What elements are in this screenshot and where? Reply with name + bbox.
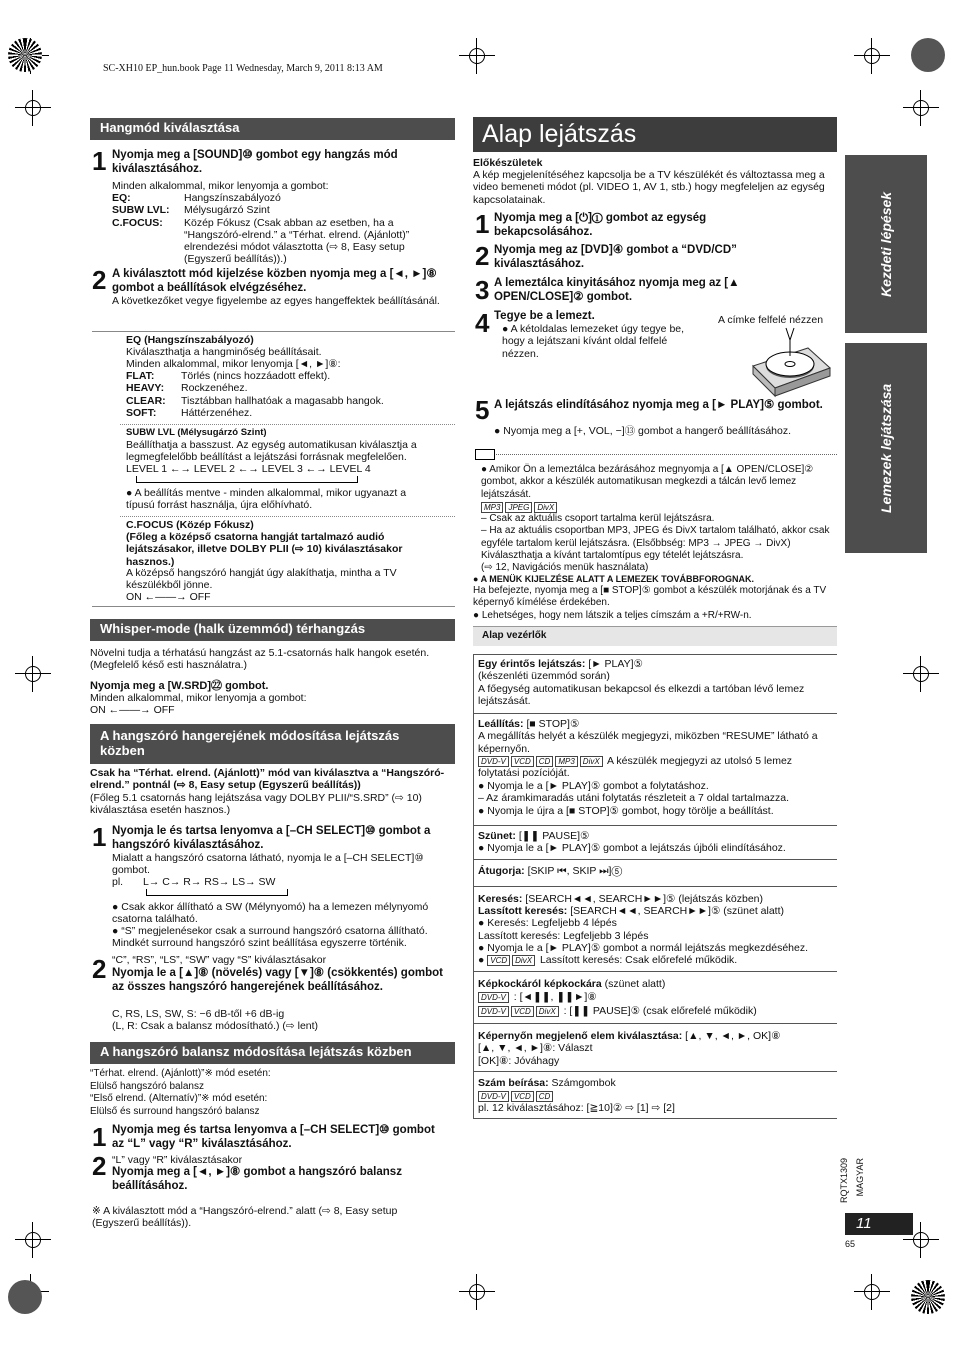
- step-text: Nyomja le a [▲]⑧ (növelés) vagy [▼]⑧ (csökkentés) gombot az összes hangszóró hangerejének beállításához.: [112, 967, 443, 993]
- body-text: Mialatt a hangszóró csatorna látható, nyomja le a [–CH SELECT]⑩ gombot.: [112, 852, 424, 877]
- eq-key: SOFT:: [126, 406, 157, 419]
- seq: L→ C→ R→ RS→ LS→ SW: [143, 876, 276, 888]
- section-title-volume: A hangszóró hangerejének módosítása lejátszás közben: [90, 724, 455, 764]
- body-text: Minden alkalommal, mikor lenyomja a gombot:: [112, 180, 329, 192]
- mode-value: Közép Fókusz (Csak abban az esetben, ha a “Hangszóró-elrend.” a “Térhat. elrend. (Ajánlott)” elrendezési módot választotta (⇨ 8, Easy setup (Egyszerű beállítás)).): [184, 216, 410, 266]
- control-frame-l1: [478, 991, 597, 1003]
- step-number: 1: [92, 822, 107, 852]
- prep-body: A kép megjelenítéséhez kapcsolja be a TV készülékét és változtassa meg a video bemeneti módot (pl. VIDEO 1, AV 1, stb.) hogy megfeleljen az egység kapcsolatainak.: [473, 169, 825, 206]
- registration-mark-icon: [21, 1228, 45, 1252]
- controls-row: [473, 1118, 837, 1119]
- control-body: : [◄❚❚, ❚❚►]⑧: [510, 991, 597, 1003]
- control-body: [► PLAY]⑤ (készenléti üzemmód során) A főegység automatikusan bekapcsol és elkezdi a tartóban lévő lemez lejátszását.: [478, 658, 805, 707]
- section-title-sound-mode: Hangmód kiválasztása: [90, 118, 455, 140]
- eq-key: CLEAR:: [126, 394, 166, 407]
- step-text: Nyomja meg és tartsa lenyomva a [–CH SELECT]⑩ gombot az “L” vagy “R” kiválasztásához.: [112, 1124, 435, 1150]
- body-text: A következőket vegye figyelembe az egyes hangeffektek beállításánál.: [112, 295, 440, 307]
- registration-mark-icon: [909, 96, 933, 120]
- step-text: A lejátszás elindításához nyomja meg a [► PLAY]⑤ gombot.: [494, 399, 823, 411]
- step-text: Nyomja meg az [DVD]④ gombot a “DVD/CD” kiválasztásához.: [494, 244, 737, 270]
- registration-mark-icon: [465, 44, 489, 68]
- note: ● Amikor Ön a lemeztálca bezárásához megnyomja a [▲ OPEN/CLOSE]② gombot, akkor a készülék automatikusan megkezdi a tálcán levő lemez lejátszását.: [481, 464, 814, 500]
- format-tag: DivX: [580, 756, 603, 767]
- intro: (Főleg 5.1 csatornás hang lejátszása vagy DOLBY PLII/“S.SRD” (⇨ 10) kiválasztása esetén hasznos.): [90, 792, 422, 817]
- side-tab-disc-playback: Lemezek lejátszása: [845, 343, 927, 553]
- cfocus-bold: (Főleg a középső csatorna hangját tartalmazó audió lejátszásakor, illetve DOLBY PLII (⇨ 10) kiválasztásakor hasznos.): [126, 531, 403, 568]
- format-tag: CD: [536, 756, 554, 767]
- disc-label: A címke felfelé nézzen: [718, 314, 824, 326]
- controls-title: Alap vezérlők: [482, 630, 547, 641]
- onoff: ON ←——→ OFF: [90, 704, 175, 716]
- controls-left-border: [473, 654, 474, 1118]
- mode-list: [112, 192, 452, 266]
- control-body: [▲, ▼, ◄, ►, OK]⑧ [▲, ▼, ◄, ►]⑧: Választ [OK]⑧: Jóváhagy: [478, 1030, 781, 1067]
- mode-value: Hangszínszabályozó: [184, 192, 281, 204]
- prep-title: Előkészületek: [473, 157, 543, 169]
- control-frame-l2: [478, 1005, 757, 1017]
- format-tag: MP3: [481, 502, 503, 513]
- body-text: ● Nyomja meg a [+, VOL, −]⑬ gombot a hangerő beállításához.: [494, 425, 792, 437]
- registration-mark-icon: [21, 662, 45, 686]
- step-text: Nyomja le és tartsa lenyomva a [–CH SELECT]⑩ gombot a hangszóró kiválasztásához.: [112, 825, 431, 851]
- section-title-balance: A hangszóró balansz módosítása lejátszás közben: [90, 1042, 455, 1064]
- step-number: 2: [92, 265, 107, 295]
- subw-levels: LEVEL 1 ←→ LEVEL 2 ←→ LEVEL 3 ←→ LEVEL 4: [126, 463, 371, 475]
- step-number: 2: [92, 954, 107, 984]
- bullet: ● Csak akkor állítható a SW (Mélynyomó) ha a lemezen mélynyomó csatorna található.: [112, 901, 429, 926]
- mode-key: EQ:: [112, 192, 131, 204]
- control-title: Képernyőn megjelenő elem kiválasztása:: [478, 1030, 683, 1042]
- note-rule: [496, 454, 837, 455]
- control-body: [■ STOP]⑤ A megállítás helyét a készülék megjegyzi, miközben “RESUME” látható a képernyőn.: [478, 718, 818, 755]
- note: – Csak az aktuális csoport tartalma kerül lejátszásra. – Ha az aktuális csoportban MP3, JPEG és DivX tartalom található, akkor csak egyféle tartalom kerül lejátszásra. (Elsőbbség: MP3 → JPEG → DivX) Kiválaszthatja a kívánt tartalomtípus egy tételét lejátszásra. (⇨ 12, Navigációs menük használata): [481, 513, 830, 574]
- cycle-arrow: [136, 476, 358, 483]
- page-title: Alap lejátszás: [473, 117, 837, 152]
- footnote: ※ A kiválasztott mód a “Hangszóró-elrend.” alatt (⇨ 8, Easy setup (Egyszerű beállítás)).: [92, 1205, 398, 1230]
- control-sub: (szünet alatt): [601, 978, 666, 990]
- cfocus-body: A középső hangszóró hangját úgy alakíthatja, mintha a TV készülékből jönne.: [126, 567, 397, 592]
- body-text: ● A kétoldalas lemezeket úgy tegye be, hogy a lejátszani kívánt oldal felfelé nézzen.: [502, 323, 685, 360]
- print-header-line: SC-XH10 EP_hun.book Page 11 Wednesday, March 9, 2011 8:13 AM: [103, 63, 383, 74]
- eq-title: EQ (Hangszínszabályozó): [126, 334, 254, 346]
- control-title: Lassított keresés:: [478, 905, 568, 917]
- control-search: [478, 893, 833, 905]
- section-title-whisper: Whisper-mode (halk üzemmód) térhangzás: [90, 619, 455, 641]
- body-text: Minden alkalommal, mikor lenyomja a gombot:: [90, 692, 307, 704]
- note-book-icon: [475, 449, 495, 460]
- format-tags: [481, 501, 559, 513]
- controls-row: [473, 713, 837, 714]
- cfocus-onoff: ON ←——→ OFF: [126, 591, 211, 603]
- step-number: 1: [475, 209, 490, 239]
- step-text: A lemeztálca kinyitásához nyomja meg az [▲ OPEN/CLOSE]② gombot.: [494, 277, 740, 303]
- registration-mark-icon: [860, 1280, 884, 1304]
- step-text: Nyomja meg a [SOUND]⑩ gombot egy hangzás mód kiválasztásához.: [112, 149, 398, 175]
- page-number: 11: [856, 1215, 872, 1232]
- format-tag: JPEG: [505, 502, 532, 513]
- instruction: Nyomja meg a [W.SRD]㉒ gombot.: [90, 680, 269, 692]
- format-tag: VCD: [511, 1091, 534, 1102]
- control-title: Keresés:: [478, 893, 523, 905]
- mode-value: Mélysugárzó Szint: [184, 204, 270, 217]
- format-tag: DivX: [512, 955, 535, 966]
- controls-row: [473, 1071, 837, 1072]
- step-number: 3: [475, 275, 490, 305]
- eq-key: HEAVY:: [126, 382, 165, 395]
- disc-tray-icon: [748, 326, 833, 398]
- control-title: Egy érintős lejátszás:: [478, 658, 586, 670]
- step-pre: “L” vagy “R” kiválasztásakor: [112, 1154, 243, 1166]
- control-body: [SKIP ⏮, SKIP ⏭]⑤: [524, 865, 623, 877]
- registration-mark-icon: [909, 662, 933, 686]
- step-number: 1: [92, 1122, 107, 1152]
- format-tag: DVD-V: [478, 1091, 509, 1102]
- bullet: ● “S” megjelenésekor csak a surround hangszóró csatorna állítható. Mindkét surround hangszóró szint beállítása egyszerre történik.: [112, 925, 428, 950]
- step-text: A kiválasztott mód kijelzése közben nyomja meg a [◄, ►]⑧ gombot a beállítások elvégzéséhez.: [112, 268, 437, 294]
- controls-row: [473, 1023, 837, 1024]
- box-end: [92, 606, 455, 607]
- note: Ha befejezte, nyomja meg a [■ STOP]⑤ gombot a készülék motorjának és a TV képernyő kímélése érdekében. ● Lehetséges, hogy nem látszik a teljes címszám a +R/+RW-n.: [473, 585, 827, 621]
- format-tag: DVD-V: [478, 1006, 509, 1017]
- control-title: Átugorja:: [478, 865, 525, 877]
- subw-body: Beállíthatja a basszust. Az egység automatikusan kiválasztja a legmegfelelőbb beállítást a lejátszási forrásnak megfelelően.: [126, 439, 417, 464]
- eq-value: Törlés (nincs hozzáadott effekt).: [181, 370, 331, 382]
- controls-row: [473, 825, 837, 826]
- step-number: 2: [92, 1151, 107, 1181]
- control-slow-search: [478, 905, 833, 954]
- step-number: 4: [475, 308, 490, 338]
- model-code: RQTX1309: [839, 1158, 849, 1204]
- format-tag: MP3: [555, 756, 577, 767]
- controls-row: [473, 971, 837, 972]
- step-pre: “C”, “RS”, “LS”, “SW” vagy “S” kiválasztásakor: [112, 954, 327, 966]
- eq-body: Kiválaszthatja a hangminőség beállításait. Minden alkalommal, mikor lenyomja [◄, ►]⑧:: [126, 346, 341, 371]
- control-body: [SEARCH◄◄, SEARCH►►]⑤ (szünet alatt) ● Keresés: Legfeljebb 4 lépés Lassított keresés: Legfeljebb 3 lépés ● Nyomja le a [► PLAY]⑤ gombot a normál lejátszás megkezdéséhez.: [478, 905, 809, 954]
- control-search-tags: ● VCD DivX Lassított keresés: Csak előrefelé működik.: [478, 954, 738, 966]
- registration-mark-icon: [860, 44, 884, 68]
- eq-value: Tisztábban hallhatóak a magasabb hangok.: [181, 394, 384, 407]
- control-stop-tags: [478, 755, 833, 780]
- step-number: 5: [475, 395, 490, 425]
- step-number: 2: [475, 241, 490, 271]
- control-stop: [478, 718, 833, 755]
- subw-title: SUBW LVL (Mélysugárzó Szint): [126, 427, 267, 438]
- eq-list: [126, 370, 446, 419]
- control-bullets: ● Nyomja le a [► PLAY]⑤ gombot a folytatáshoz. – Az áramkimaradás utáni folytatás részleteit a 7 oldal tartalmazza. ● Nyomja le újra a [■ STOP]⑤ gombot, hogy törölje a beállítást.: [478, 780, 790, 817]
- mode-key: C.FOCUS:: [112, 216, 163, 229]
- eq-value: Rockzenéhez.: [181, 382, 248, 395]
- format-tag: DivX: [536, 1006, 559, 1017]
- crop-circle-icon: [911, 38, 945, 72]
- body-text: Növelni tudja a térhatású hangzást az 5.1-csatornás halk hangok esetén. (Megfelelő késő esti használatra.): [90, 647, 430, 672]
- note-bold: ● A MENÜK KIJELZÉSE ALATT A LEMEZEK TOVÁBBFOROGNAK.: [473, 574, 754, 584]
- mode-key: SUBW LVL:: [112, 204, 170, 217]
- format-tag: DVD-V: [478, 756, 509, 767]
- format-tag: VCD: [511, 756, 534, 767]
- step-number: 1: [92, 146, 107, 176]
- control-title: Szünet:: [478, 830, 516, 842]
- format-tag: VCD: [511, 1006, 534, 1017]
- crop-circle-icon: [911, 1280, 945, 1314]
- side-tab-getting-started: Kezdeti lépések: [845, 155, 927, 333]
- control-one-touch: [478, 658, 833, 707]
- format-tag: DVD-V: [478, 992, 509, 1003]
- crop-circle-icon: [8, 38, 42, 72]
- control-frame: [478, 978, 833, 990]
- control-tag-text: A készülék megjegyzi az utolsó 5 lemez folytatási pozícióját.: [478, 755, 793, 780]
- language-label: MAGYAR: [855, 1158, 865, 1197]
- control-number: [478, 1077, 833, 1089]
- control-title: Szám beírása:: [478, 1077, 549, 1089]
- control-title: Képkockáról képkockára: [478, 978, 602, 990]
- control-body: Számgombok: [548, 1077, 616, 1089]
- format-tag: VCD: [487, 955, 510, 966]
- registration-mark-icon: [21, 96, 45, 120]
- control-tag-text: Lassított keresés: Csak előrefelé működik.: [537, 954, 738, 966]
- eq-value: Háttérzenéhez.: [181, 406, 253, 419]
- intro-bold: Csak ha “Térhat. elrend. (Ajánlott)” mód van kiválasztva a “Hangszóró-elrend.” pontnál (⇨ 8, Easy setup (Egyszerű beállítás)): [90, 767, 445, 792]
- seq-label: pl.: [112, 876, 124, 888]
- controls-row: [473, 859, 837, 860]
- eq-key: FLAT:: [126, 370, 155, 382]
- format-tag: CD: [536, 1091, 554, 1102]
- registration-mark-icon: [465, 1280, 489, 1304]
- subw-box: [120, 424, 455, 425]
- step-text: Nyomja meg a [◄, ►]⑧ gombot a hangszóró balansz beállításához.: [112, 1166, 402, 1192]
- step-text: Nyomja meg a [⏻]① gombot az egység bekapcsolásához.: [494, 212, 707, 238]
- control-body: [❚❚ PAUSE]⑤ ● Nyomja le a [► PLAY]⑤ gombot a lejátszás újbóli elindításához.: [478, 830, 786, 855]
- control-number-tags: [478, 1090, 555, 1102]
- page-number-small: 65: [845, 1239, 856, 1249]
- control-body: [SEARCH◄◄, SEARCH►►]⑤ (lejátszás közben): [522, 893, 763, 905]
- control-title: Leállítás:: [478, 718, 524, 730]
- controls-row: [473, 886, 837, 887]
- eq-box: [92, 331, 455, 332]
- cycle-arrow: [146, 889, 288, 896]
- control-onscreen: [478, 1030, 833, 1067]
- control-body: : [❚❚ PAUSE]⑤ (csak előrefelé működik): [560, 1005, 757, 1017]
- control-skip: [478, 865, 833, 877]
- controls-row: [473, 654, 837, 655]
- subw-note: ● A beállítás mentve - minden alkalommal, mikor ugyanazt a típusú forrást használja, újra előhívható.: [126, 487, 407, 512]
- step-text: Tegye be a lemezt.: [494, 310, 595, 322]
- body-text: C, RS, LS, SW, S: −6 dB-től +6 dB-ig (L, R: Csak a balansz módosítható.) (⇨ lent): [112, 1008, 319, 1033]
- format-tag: DivX: [534, 502, 557, 513]
- cfocus-box: [120, 516, 455, 517]
- body-text: “Térhat. elrend. (Ajánlott)”※ mód esetén: Elülső hangszóró balansz “Első elrend. (Alternatív)”※ mód esetén: Elülső és surround hangszóró balansz: [90, 1068, 271, 1117]
- cfocus-title: C.FOCUS (Közép Fókusz): [126, 519, 254, 531]
- crop-circle-icon: [8, 1280, 42, 1314]
- control-pause: [478, 830, 833, 855]
- control-example: pl. 12 kiválasztásához: [≧10]② ⇨ [1] ⇨ [2]: [478, 1102, 675, 1114]
